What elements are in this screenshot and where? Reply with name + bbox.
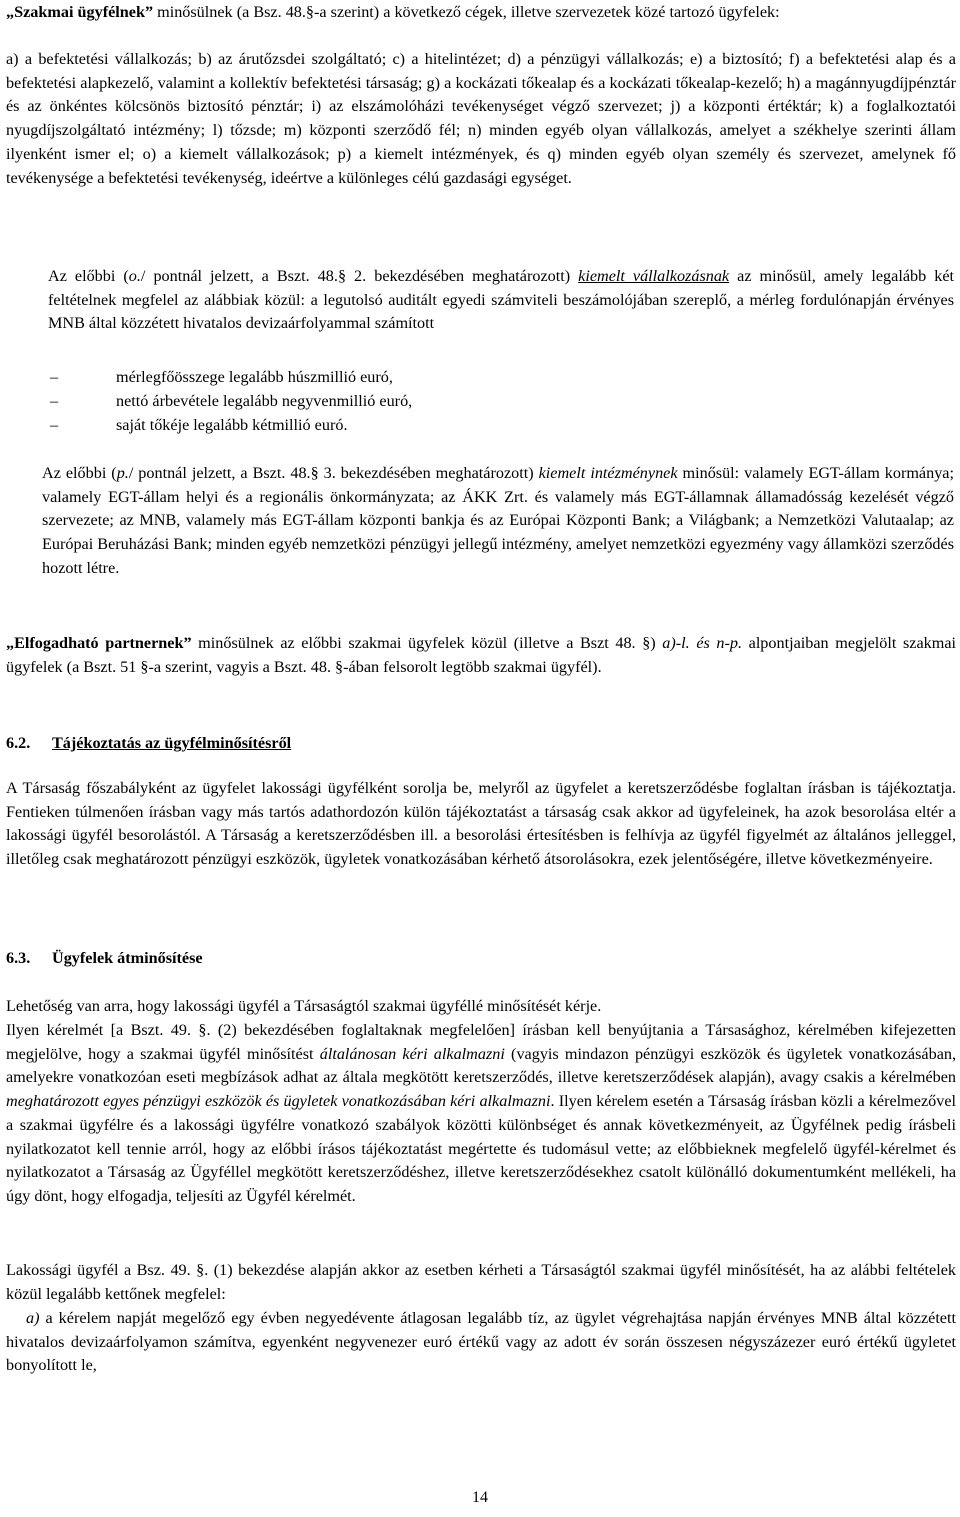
kv-mid: / pontnál jelzett, a Bszt. 48.§ 2. bekezdésében meghatározott) [140, 267, 579, 285]
list-item [50, 414, 650, 438]
szakmai-term: „Szakmai ügyfélnek” [6, 3, 154, 21]
ki-pre: Az előbbi ( [42, 464, 117, 482]
szakmai-intro-text: minősülnek (a Bsz. 48.§-a szerint) a következő cégek, illetve szervezetek közé tartozó ügyfelek: [153, 3, 780, 21]
dash-bullet: – [50, 392, 59, 410]
kiemelt-vallalkozas-term: kiemelt vállalkozásnak [578, 267, 730, 285]
list-item-text: mérlegfőösszege legalább húszmillió euró, [116, 368, 393, 386]
kiemelt-intezmeny-term: kiemelt intézménynek [538, 464, 678, 482]
s63-italic-2: meghatározott egyes pénzügyi eszközök és ügyletek vonatkozásában kéri alkalmazni [6, 1092, 551, 1111]
ep-rest: alpontjaiban megjelölt szakmai ügyfelek (a Bszt. 51 §-a szerint, vagyis a Bszt. 48. §-ában felsorolt legtöbb szakmai ügyfél). [6, 634, 957, 676]
ki-mid: / pontnál jelzett, a Bszt. 48.§ 3. bekezdésében meghatározott) [128, 464, 539, 482]
condition-text: a kérelem napját megelőző egy évben negyedévente átlagosan legalább tíz, az ügylet végrehajtása napján érvényes MNB által közzétett hivatalos devizaárfolyamon számítva, egyenként negyvenezer euró értékű vagy az adott év során összesen négyszázezer euró értékű ügyletet bonyolított le, [6, 1309, 956, 1375]
list-item [50, 390, 650, 414]
section-heading-6-2 [6, 732, 956, 756]
condition-a-paragraph [6, 1307, 956, 1378]
section-6-3-paragraph [6, 1019, 956, 1209]
kv-pre: Az előbbi ( [48, 267, 129, 285]
ep-italic: a)-l. és n-p. [662, 634, 743, 652]
lakossagi-paragraph: Lakossági ügyfél a Bsz. 49. §. (1) bekezdése alapján akkor az esetben kérheti a Társaságtól szakmai ügyfél minősítését, ha az alábbi feltételek közül legalább kettőnek megfelel: [6, 1261, 956, 1303]
ki-letter: p. [116, 464, 129, 482]
section-6-2-paragraph: A Társaság főszabályként az ügyfelet lakossági ügyfélként sorolja be, melyről az ügyfelet a keretszerződésbe foglaltan írásban is tájékoztatja. Fentieken túlmenően írásban vagy más tartós adathordozón külön tájékoztatást a társaság csak akkor ad ügyfeleinek, ha azok besorolása eltér a lakossági ügyfél besorolástól. A Társaság a keretszerződésben ill. a besorolási értesítésben is felhívja az ügyfél figyelmét az általános jelleggel, illetőleg csak meghatározott pénzügyi eszközök, ügyletek vonatkozásában kérhető átsorolásokra, ezek jelentőségére, illetve következményeire. [6, 779, 956, 869]
szakmai-list-paragraph: a) a befektetési vállalkozás; b) az árutőzsdei szolgáltató; c) a hitelintézet; d) a pénzügyi vállalkozás; e) a biztosító; f) a befektetési alap és a befektetési alapkezelő, valamint a kollektív befektetési társaság; g) a kockázati tőkealap és a kockázati tőkealap-kezelő; h) a magánnyugdíjpénztár és az önkéntes kölcsönös biztosító pénztár; i) az elszámolóházi tevékenységet végző szervezet; j) a központi értéktár; k) a foglalkoztatói nyugdíjszolgáltató intézmény; l) tőzsde; m) központi szerződő fél; n) minden egyéb olyan vállalkozás, amelyet a székhelye szerinti állam ilyenként ismer el; o) a kiemelt vállalkozások; p) a kiemelt intézmények, és q) minden egyéb olyan személy és szervezet, amelynek fő tevékenysége a befektetési tevékenység, ideértve a különleges célú gazdasági egységet. [6, 50, 956, 187]
section-title: Ügyfelek átminősítése [52, 949, 203, 967]
page-number: 14 [472, 1489, 488, 1506]
kiemelt-vallalkozas-paragraph [48, 265, 954, 336]
s63-italic-1: általánosan kéri alkalmazni [319, 1044, 505, 1063]
dash-bullet: – [50, 368, 59, 386]
condition-label: a) [26, 1309, 40, 1327]
dash-bullet: – [50, 416, 59, 434]
kv-rest: az minősül, amely legalább két feltételnek megfelel az alábbiak közül: a legutolsó auditált egyedi számviteli beszámolójában szereplő, a mérleg fordulónapján érvényes MNB által közzétett hivatalos devizaárfolyammal számított [48, 267, 954, 333]
list-item [50, 366, 650, 390]
kv-letter: o. [128, 267, 141, 285]
list-item-text: saját tőkéje legalább kétmillió euró. [116, 416, 348, 434]
ep-mid: minősülnek az előbbi szakmai ügyfelek közül (illetve a Bszt 48. §) [191, 634, 663, 652]
elfogadhato-term: „Elfogadható partnernek” [6, 634, 192, 652]
section-heading-6-3 [6, 947, 956, 971]
section-number: 6.3. [6, 949, 31, 967]
list-item-text: nettó árbevétele legalább negyvenmillió euró, [116, 392, 413, 410]
s63-text-b: (vagyis mindazon pénzügyi eszközök és ügyletek vonatkozásában, amelyekre vonatkozóan eseti megbízások adhat az általa megkötött keretszerződés, illetve keretszerződések alapján), avagy csakis a kérelmében [6, 1044, 957, 1087]
elfogadhato-partner-paragraph [6, 632, 956, 679]
ki-rest: minősül: valamely EGT-állam kormánya; valamely EGT-állam helyi és a regionális önkormányzata; az ÁKK Zrt. és valamely más EGT-államnak államadósság kezelését végző szervezete; az MNB, valamely más EGT-állam központi bankja és az Európai Központi Bank; a Világbank; a Nemzetközi Valutaalap; az Európai Beruházási Bank; minden egyéb nemzetközi pénzügyi jellegű intézmény, amelyet nemzetközi egyezmény vagy államközi szerződés hozott létre. [42, 464, 954, 577]
szakmai-intro-paragraph [6, 1, 956, 25]
section-6-3-intro: Lehetőség van arra, hogy lakossági ügyfél a Társaságtól szakmai ügyféllé minősítését kérje. [6, 997, 602, 1015]
s63-text-a: Ilyen kérelmét [a Bszt. 49. §. (2) bekezdésében foglaltaknak megfelelően] írásban kell benyújtania a Társasághoz, kérelmében kifejezetten megjelölve, hogy a szakmai ügyfél minősítést [6, 1021, 956, 1063]
kiemelt-intezmeny-paragraph [42, 462, 954, 581]
s63-text-c: . Ilyen kérelem esetén a Társaság írásban közli a kérelmezővel a szakmai ügyfélre és a lakossági ügyfélre vonatkozó szabályok közötti különbséget és annak következményeit, az Ügyfélnek pedig írásbeli nyilatkozatot kell tennie arról, hogy az előbbi írásos tájékoztatást megértette és tudomásul vette; az előbbieknek megfelelő ügyfél-kérelmet és nyilatkozatot a Társaság az Ügyféllel megkötött keretszerződéshez, illetve keretszerződésekhez csatolt különálló dokumentumként mellékeli, ha úgy dönt, hogy elfogadja, teljesíti az Ügyfél kérelmét. [6, 1092, 957, 1205]
section-title: Tájékoztatás az ügyfélminősítésről [52, 734, 292, 752]
section-number: 6.2. [6, 734, 31, 752]
